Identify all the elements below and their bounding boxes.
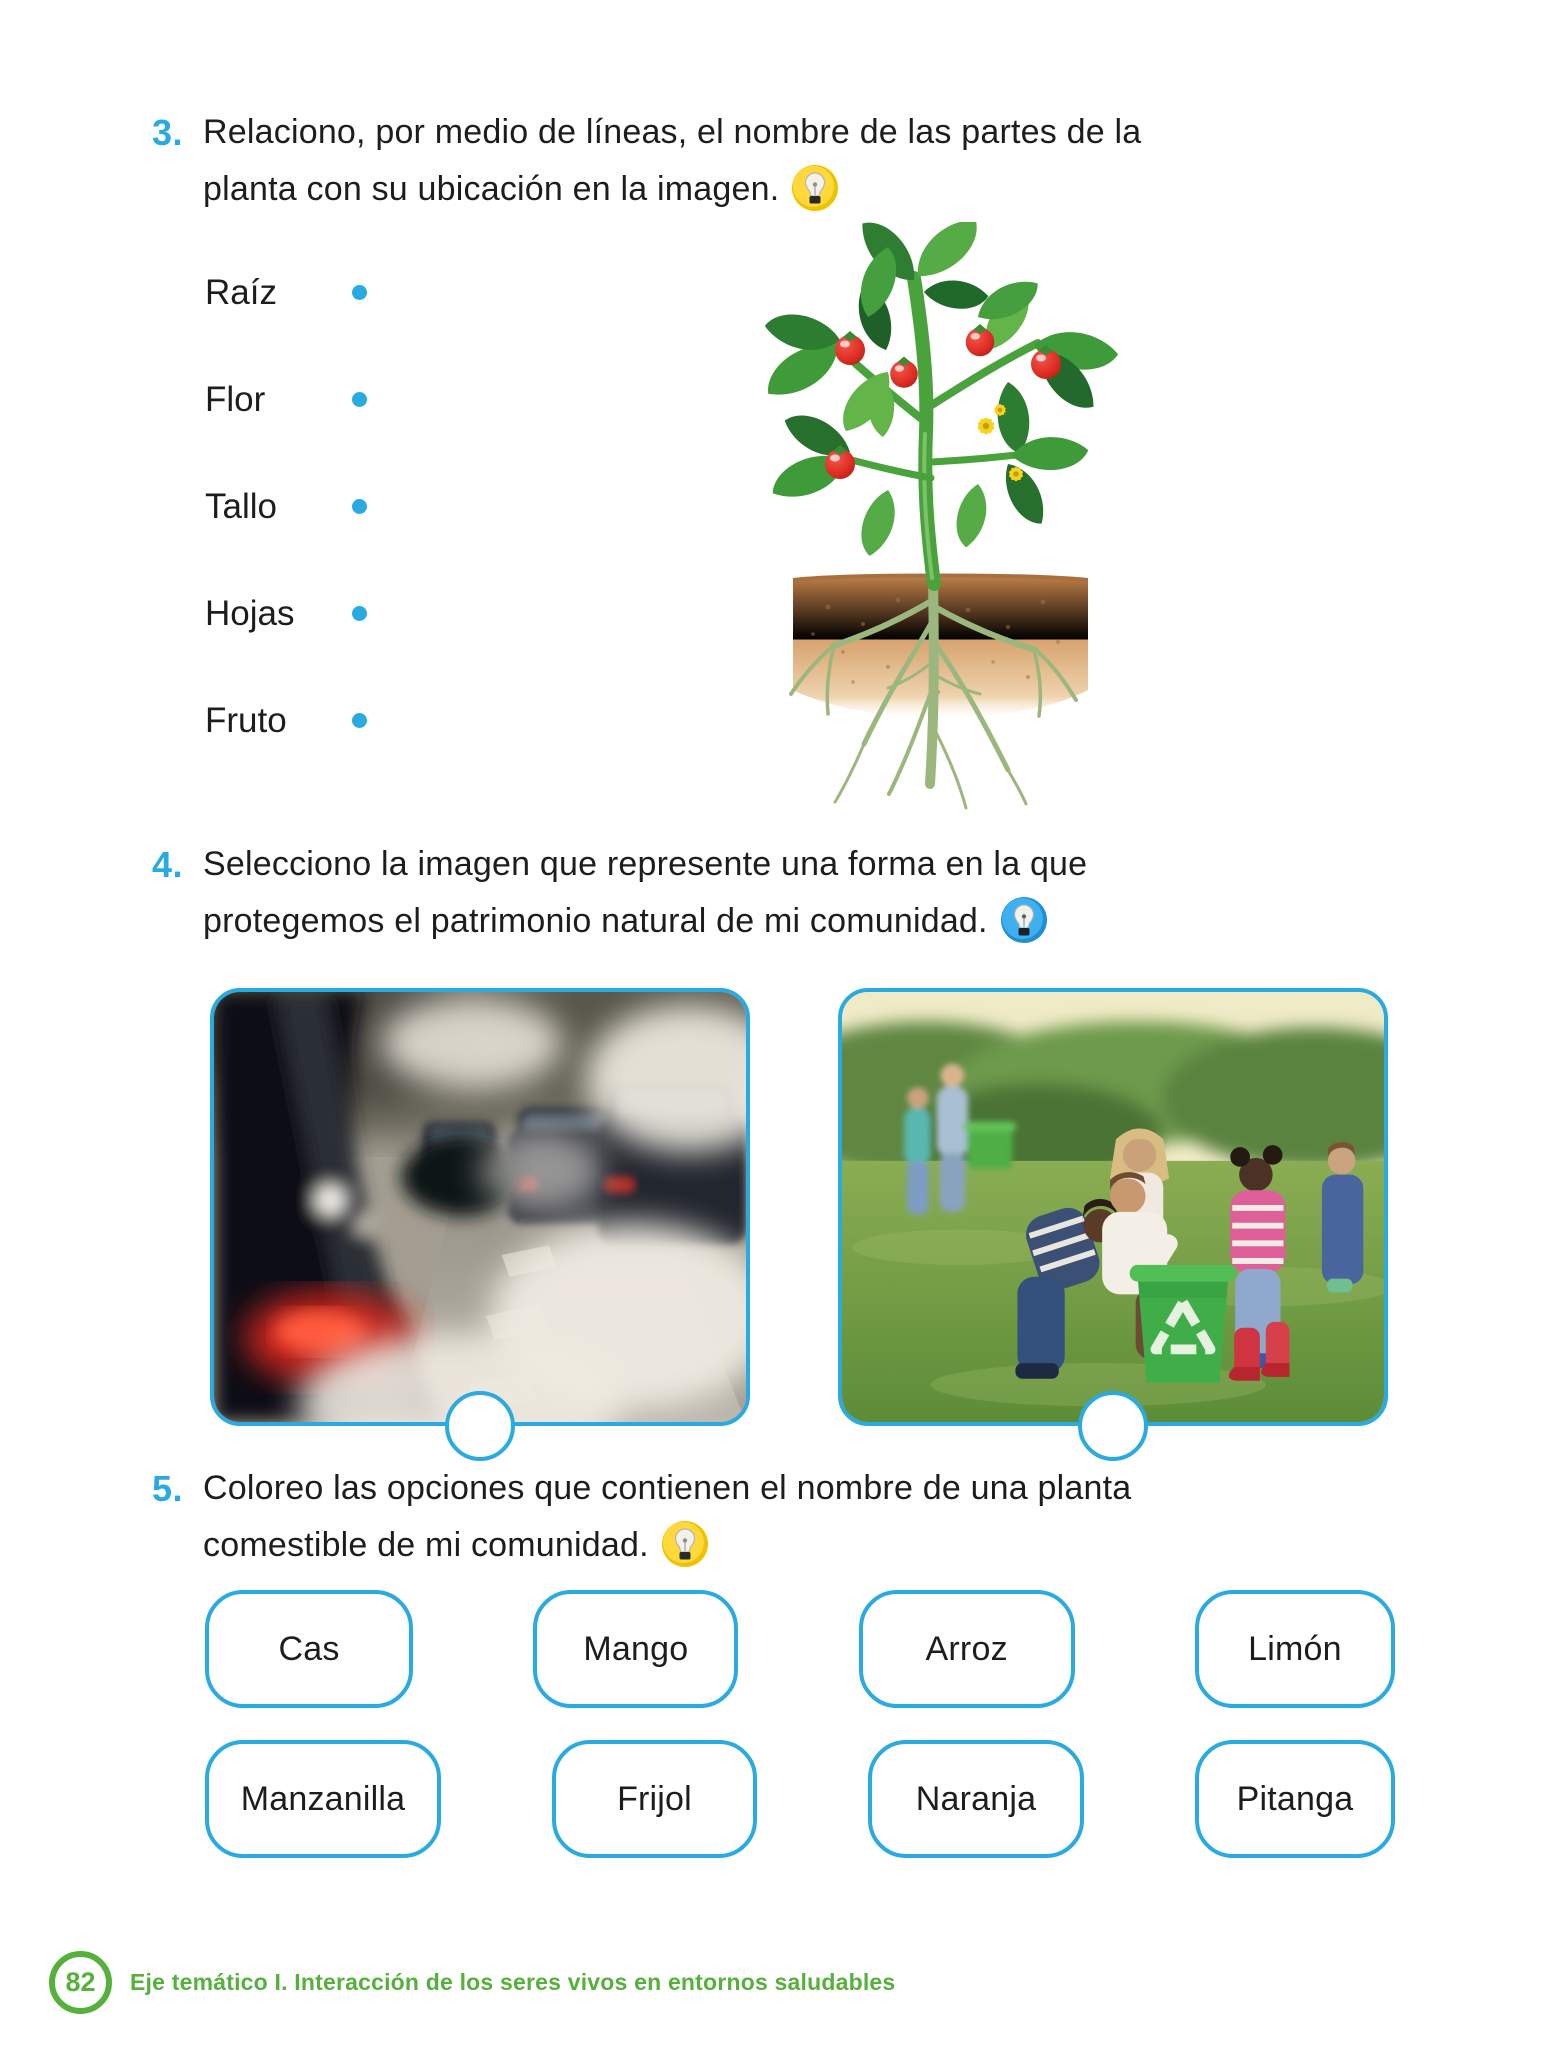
- exercise-4-instruction-line1: Selecciono la imagen que represente una forma en la que: [203, 845, 1088, 883]
- footer-caption: Eje temático I. Interacción de los seres vivos en entornos saludables: [130, 1969, 896, 1995]
- lightbulb-yellow-icon: [791, 164, 839, 230]
- exercise-5-instruction-line2: comestible de mi comunidad.: [203, 1517, 1131, 1586]
- match-item-hojas: [205, 560, 367, 667]
- option-arroz[interactable]: Arroz: [859, 1590, 1075, 1708]
- plant-parts-match-list: [205, 239, 367, 774]
- recycling-bucket: [1130, 1265, 1236, 1383]
- exercise-3-instruction-line2: planta con su ubicación en la imagen.: [203, 161, 1141, 230]
- exercise-3-instruction-line1: Relaciono, por medio de líneas, el nombre de las partes de la: [203, 113, 1142, 151]
- match-dot-hojas[interactable]: [352, 606, 367, 621]
- option-manzanilla[interactable]: Manzanilla: [205, 1740, 441, 1858]
- exercise-4-number: 4.: [152, 844, 184, 885]
- option-limon[interactable]: Limón: [1195, 1590, 1395, 1708]
- page-footer: [49, 1951, 895, 2014]
- option-naranja[interactable]: Naranja: [868, 1740, 1084, 1858]
- lightbulb-blue-icon: [1000, 896, 1048, 962]
- exercise-5-header: [152, 1460, 1131, 1586]
- match-label: Fruto: [205, 700, 287, 740]
- match-dot-raiz[interactable]: [352, 285, 367, 300]
- option-pitanga[interactable]: Pitanga: [1195, 1740, 1395, 1858]
- lightbulb-yellow-icon: [661, 1520, 709, 1586]
- exercise-5-instruction-line1: Coloreo las opciones que contienen el nombre de una planta: [203, 1469, 1132, 1507]
- match-label: Hojas: [205, 593, 295, 633]
- exercise-3-number: 3.: [152, 112, 184, 153]
- exercise-4-instruction-line2: protegemos el patrimonio natural de mi comunidad.: [203, 893, 1087, 962]
- select-circle-traffic[interactable]: [445, 1391, 515, 1461]
- page-number-badge: 82: [49, 1951, 112, 2014]
- tomato-plant-illustration[interactable]: [588, 222, 1188, 822]
- exercise-5-number: 5.: [152, 1468, 184, 1509]
- option-mango[interactable]: Mango: [533, 1590, 738, 1708]
- match-label: Flor: [205, 379, 266, 419]
- choice-photo-children-recycling[interactable]: [838, 988, 1388, 1426]
- match-dot-flor[interactable]: [352, 392, 367, 407]
- options-row-1: [205, 1590, 1395, 1708]
- match-dot-fruto[interactable]: [352, 713, 367, 728]
- plant-leaves: [758, 222, 1121, 559]
- match-item-fruto: [205, 667, 367, 774]
- match-label: Raíz: [205, 272, 277, 312]
- exercise-4-header: [152, 836, 1087, 962]
- options-row-2: [205, 1740, 1395, 1858]
- match-label: Tallo: [205, 486, 277, 526]
- option-cas[interactable]: Cas: [205, 1590, 413, 1708]
- match-item-raiz: [205, 239, 367, 346]
- match-dot-tallo[interactable]: [352, 499, 367, 514]
- match-item-flor: [205, 346, 367, 453]
- exercise-3-header: [152, 104, 1141, 230]
- select-circle-recycling[interactable]: [1078, 1391, 1148, 1461]
- choice-photo-traffic-exhaust[interactable]: [210, 988, 750, 1426]
- match-item-tallo: [205, 453, 367, 560]
- option-frijol[interactable]: Frijol: [552, 1740, 757, 1858]
